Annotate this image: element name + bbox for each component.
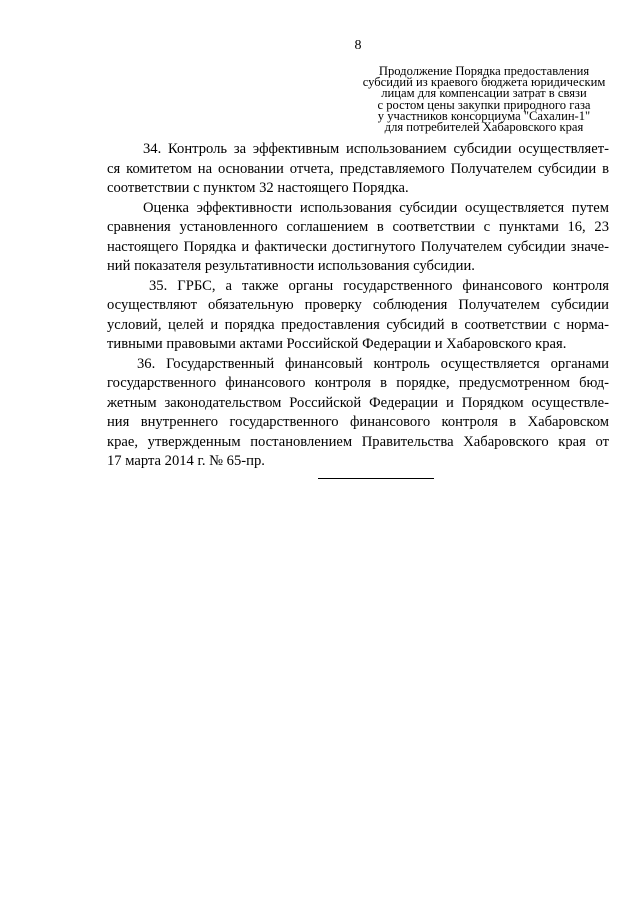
text-line: ся комитетом на основании отчета, представляемого Получателем субсидии в [107, 160, 609, 177]
document-continuation-header [358, 66, 610, 133]
text-line: тивными правовыми актами Российской Федерации и Хабаровского края. [107, 336, 567, 352]
text-line: 35. ГРБС, а также органы государственного финансового контроля [149, 277, 609, 294]
text-line: осуществляют обязательную проверку соблюдения Получателем субсидии [107, 297, 609, 313]
document-body [107, 140, 609, 472]
text-line: государственного финансового контроля в порядке, предусмотренном бюд- [107, 375, 609, 391]
text-line: ния внутреннего государственного финансового контроля в Хабаровском [107, 414, 609, 430]
paragraph-36 [107, 355, 609, 472]
paragraph-evaluation [107, 199, 609, 277]
header-line: субсидий из краевого бюджета юридическим [362, 75, 606, 90]
paragraph-35 [107, 277, 609, 355]
header-line: с ростом цены закупки природного газа [377, 97, 591, 112]
header-line: Продолжение Порядка предоставления [378, 64, 590, 78]
text-line: Оценка эффективности использования субсидии осуществляется путем [143, 199, 609, 216]
end-separator-line [318, 478, 434, 479]
header-line: для потребителей Хабаровского края [384, 120, 584, 135]
header-line: у участников консорциума "Сахалин-1" [377, 108, 591, 123]
page-number: 8 [354, 38, 362, 53]
text-line: настоящего Порядка и фактически достигнутого Получателем субсидии значе- [107, 238, 609, 255]
text-line: 36. Государственный финансовый контроль осуществляется органами [137, 355, 609, 372]
text-line: жетным законодательством Российской Федерации и Порядком осуществле- [107, 394, 609, 411]
paragraph-34 [107, 140, 609, 199]
text-line: условий, целей и порядка предоставления субсидий в соответствии с норма- [107, 316, 609, 333]
text-line: 34. Контроль за эффективным использованием субсидии осуществляет- [143, 141, 609, 157]
text-line: крае, утвержденным постановлением Правительства Хабаровского края от [107, 433, 609, 450]
text-line: соответствии с пунктом 32 настоящего Порядка. [107, 180, 409, 196]
header-line: лицам для компенсации затрат в связи [381, 86, 587, 101]
text-line: 17 марта 2014 г. № 65-пр. [107, 453, 265, 469]
text-line: ний показателя результативности использования субсидии. [107, 258, 475, 274]
text-line: сравнения установленного соглашением в соответствии с пунктами 16, 23 [107, 219, 609, 235]
